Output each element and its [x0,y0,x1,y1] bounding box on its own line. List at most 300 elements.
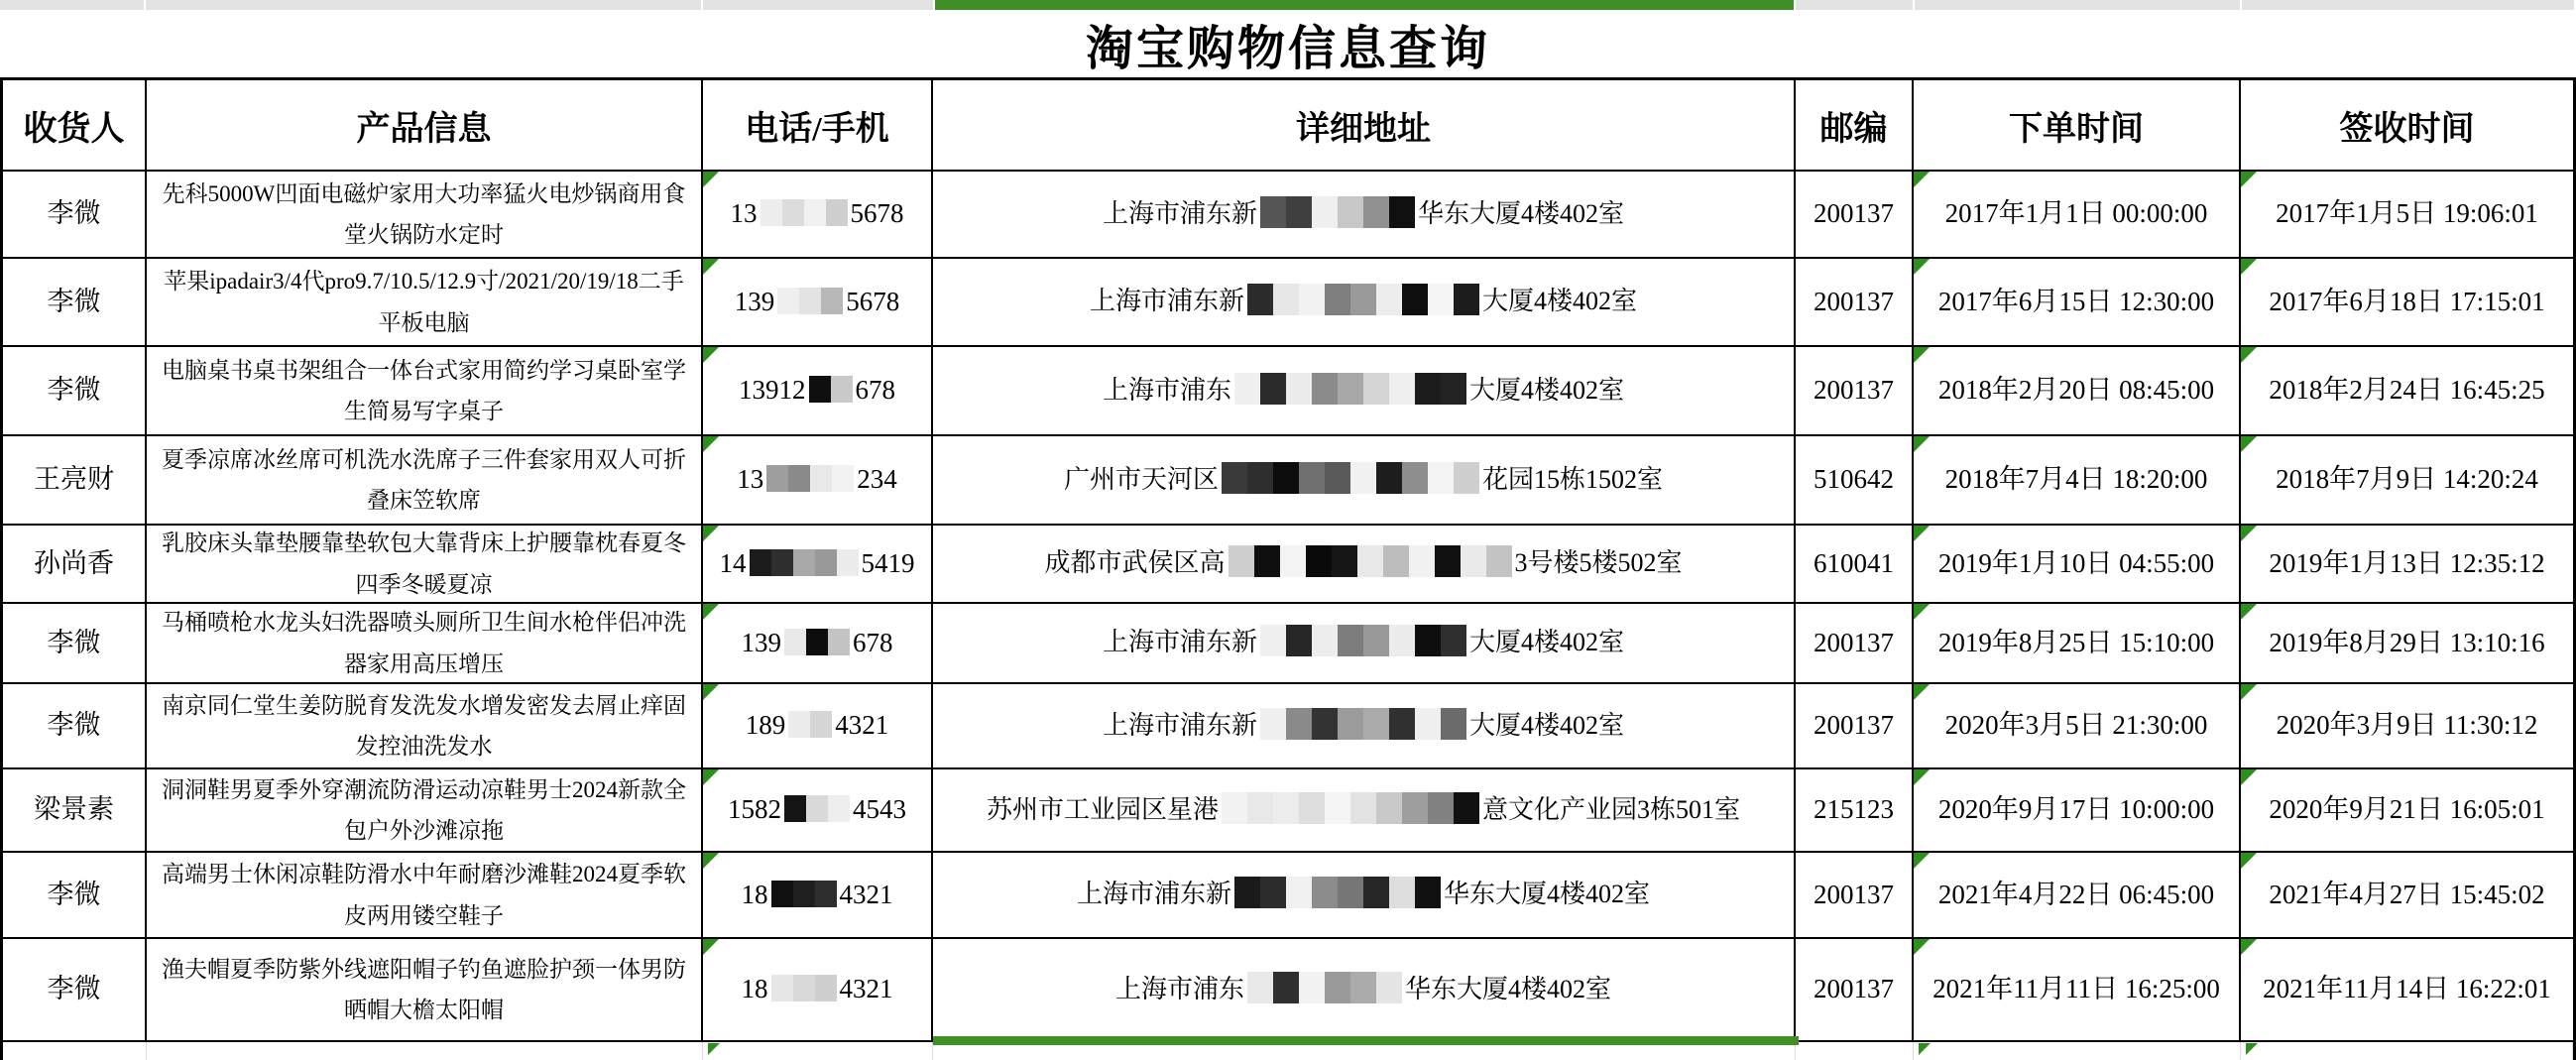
cell-sign-time[interactable] [2241,769,2573,853]
cell-phone[interactable] [703,526,933,604]
address-redaction-mosaic [1222,462,1479,494]
redaction-block [1332,545,1357,577]
redaction-block [1306,545,1332,577]
redaction-block [1338,708,1363,740]
address-text: 苏州市工业园区星港 意文化产业园3栋501室 [987,790,1740,830]
phone-redaction-mosaic [784,795,850,822]
header-address-label: 详细地址 [1296,110,1431,148]
recipient-text: 李微 [47,286,101,316]
redaction-block [1363,708,1389,740]
cell-product[interactable] [147,347,703,436]
redaction-block [1415,625,1441,656]
redaction-block [1260,196,1286,228]
phone-text: 189 4321 [745,710,889,741]
cell-order-time[interactable] [1914,347,2241,436]
redaction-block [1363,625,1389,656]
cell-sign-time[interactable] [2241,436,2573,526]
cell-address[interactable] [933,684,1796,769]
cell-recipient[interactable] [3,259,147,347]
table-row [3,172,2573,259]
cell-address[interactable] [933,769,1796,853]
address-redaction-mosaic [1234,373,1466,405]
table-row [3,436,2573,526]
redaction-block [793,975,815,1001]
product-text: 马桶喷枪水龙头妇洗器喷头厕所卫生间水枪伴侣冲洗器家用高压增压 [162,610,686,676]
cell-address[interactable] [933,939,1796,1042]
cell-order-time[interactable] [1914,259,2241,347]
redaction-block [1389,373,1415,405]
error-indicator-icon [2246,1043,2258,1055]
order-time-text: 2020年3月5日 21:30:00 [1944,710,2208,741]
redaction-block [766,465,788,492]
cell-postcode[interactable] [1796,939,1914,1042]
partial-cell [1914,1042,2241,1060]
redaction-block [1435,545,1461,577]
redaction-block [1376,792,1402,824]
address-text: 上海市浦东新 大厦4楼402室 [1103,706,1624,746]
product-text: 夏季凉席冰丝席可机洗水洗席子三件套家用双人可折叠床笠软席 [162,446,686,513]
cell-address[interactable] [933,526,1796,604]
postcode-text: 215123 [1814,794,1894,825]
redaction-block [1441,708,1466,740]
redaction-block [1415,708,1441,740]
header-recipient[interactable] [3,80,147,172]
strip-seg-phone [703,0,933,10]
recipient-text: 李微 [47,879,101,909]
order-time-text: 2019年8月25日 15:10:00 [1937,627,2215,657]
phone-redaction-mosaic [750,549,859,576]
cell-order-time[interactable] [1914,436,2241,526]
address-redaction-mosaic [1247,972,1402,1003]
redaction-block [1247,792,1273,824]
redaction-block [809,376,831,403]
redaction-block [1486,545,1512,577]
recipient-text: 孙尚香 [34,547,114,578]
cell-order-time[interactable] [1914,172,2241,259]
address-text: 上海市浦东新 大厦4楼402室 [1103,623,1624,662]
redaction-block [1409,545,1435,577]
redaction-block [1247,462,1273,494]
redaction-block [1325,462,1350,494]
redaction-block [1389,625,1415,656]
redaction-block [1389,708,1415,740]
redaction-block [1273,972,1299,1003]
postcode-text: 610041 [1814,547,1894,578]
partial-cell [3,1042,147,1060]
cell-phone[interactable] [703,853,933,939]
redaction-block [1254,545,1280,577]
header-phone-label: 电话/手机 [745,110,889,148]
postcode-text: 200137 [1814,974,1894,1004]
redaction-block [1280,545,1306,577]
title-bar [0,10,2576,77]
table-row [3,347,2573,436]
cell-postcode[interactable] [1796,347,1914,436]
page-title: 淘宝购物信息查询 [1085,22,1490,75]
postcode-text: 200137 [1814,286,1894,316]
redaction-block [1338,625,1363,656]
cell-address[interactable] [933,172,1796,259]
redaction-block [1247,972,1273,1003]
cell-sign-time[interactable] [2241,853,2573,939]
redaction-block [1312,625,1338,656]
recipient-text: 李微 [47,710,101,741]
cell-product[interactable] [147,172,703,259]
redaction-block [777,288,799,314]
cell-postcode[interactable] [1796,604,1914,684]
cell-product[interactable] [147,769,703,853]
cell-product[interactable] [147,684,703,769]
redaction-block [1312,196,1338,228]
header-sign-time[interactable] [2241,80,2573,172]
table-row [3,604,2573,684]
strip-seg-postcode [1796,0,1913,10]
address-text: 广州市天河区 花园15栋1502室 [1064,460,1663,500]
redaction-block [1312,373,1338,405]
cell-address[interactable] [933,259,1796,347]
sign-time-text: 2018年2月24日 16:45:25 [2269,375,2545,406]
cell-order-time[interactable] [1914,939,2241,1042]
product-text: 电脑桌书桌书架组合一体台式家用简约学习桌卧室学生简易写字桌子 [162,357,686,423]
redaction-block [1376,972,1402,1003]
redaction-block [771,549,793,576]
error-indicator-icon [708,1043,720,1055]
redaction-block [788,711,810,738]
redaction-block [1234,373,1260,405]
redaction-block [1299,792,1325,824]
redaction-block [1325,284,1350,315]
postcode-text: 200137 [1814,375,1894,406]
sign-time-text: 2018年7月9日 14:20:24 [2276,464,2538,495]
redaction-block [815,549,837,576]
phone-redaction-mosaic [761,199,848,226]
redaction-block [1441,625,1466,656]
table-row [3,526,2573,604]
phone-text: 13912 678 [739,375,895,406]
cell-order-time[interactable] [1914,604,2241,684]
redaction-block [810,465,832,492]
recipient-text: 李微 [47,627,101,657]
cell-recipient[interactable] [3,853,147,939]
address-redaction-mosaic [1234,877,1441,908]
sign-time-text: 2020年3月9日 11:30:12 [2276,710,2538,741]
redaction-block [1363,373,1389,405]
cell-order-time[interactable] [1914,526,2241,604]
redaction-block [1229,545,1254,577]
redaction-block [1260,373,1286,405]
redaction-block [1338,373,1363,405]
order-time-text: 2019年1月10日 04:55:00 [1937,547,2215,578]
sign-time-text: 2017年6月18日 17:15:01 [2269,286,2545,316]
recipient-text: 李微 [47,375,101,406]
phone-redaction-mosaic [771,975,837,1001]
cell-product[interactable] [147,853,703,939]
header-product[interactable] [147,80,703,172]
cell-address[interactable] [933,436,1796,526]
redaction-block [1454,792,1479,824]
redaction-block [828,795,850,822]
partial-cell [147,1042,703,1060]
redaction-block [1286,373,1312,405]
address-text: 成都市武侯区高 3号楼5楼502室 [1044,543,1682,583]
header-sign-time-label: 签收时间 [2339,110,2475,148]
redaction-block [1350,792,1376,824]
redaction-block [810,711,832,738]
cell-sign-time[interactable] [2241,684,2573,769]
redaction-block [1222,792,1247,824]
cell-sign-time[interactable] [2241,526,2573,604]
address-redaction-mosaic [1260,708,1466,740]
cell-recipient[interactable] [3,526,147,604]
partial-cell [1796,1042,1914,1060]
sign-time-text: 2019年8月29日 13:10:16 [2269,627,2545,657]
cell-phone[interactable] [703,436,933,526]
redaction-block [1273,792,1299,824]
cell-postcode[interactable] [1796,853,1914,939]
cell-recipient[interactable] [3,172,147,259]
order-time-text: 2020年9月17日 10:00:00 [1937,794,2215,825]
cell-product[interactable] [147,939,703,1042]
cell-phone[interactable] [703,347,933,436]
cell-recipient[interactable] [3,769,147,853]
redaction-block [784,795,806,822]
redaction-block [1299,972,1325,1003]
redaction-block [806,795,828,822]
phone-redaction-mosaic [771,881,837,907]
orders-table [0,77,2576,1060]
postcode-text: 200137 [1814,627,1894,657]
cell-order-time[interactable] [1914,684,2241,769]
redaction-block [1234,877,1260,908]
redaction-block [1350,284,1376,315]
cell-postcode[interactable] [1796,259,1914,347]
cell-address[interactable] [933,853,1796,939]
cell-phone[interactable] [703,172,933,259]
strip-seg-order-time [1915,0,2240,10]
phone-text: 18 4321 [741,974,893,1004]
address-redaction-mosaic [1247,284,1479,315]
redaction-block [1312,877,1338,908]
phone-text: 13 234 [737,464,897,495]
cell-address[interactable] [933,347,1796,436]
strip-seg-recipient [0,0,144,10]
redaction-block [1350,972,1376,1003]
order-time-text: 2018年7月4日 18:20:00 [1944,464,2208,495]
address-redaction-mosaic [1229,545,1512,577]
redaction-block [1247,284,1273,315]
phone-redaction-mosaic [766,465,854,492]
table-row [3,853,2573,939]
phone-text: 13 5678 [730,198,904,229]
order-time-text: 2021年4月22日 06:45:00 [1937,879,2215,909]
redaction-block [832,465,854,492]
redaction-block [1363,877,1389,908]
cell-product[interactable] [147,259,703,347]
redaction-block [782,199,804,226]
address-text: 上海市浦东 大厦4楼402室 [1103,371,1624,411]
redaction-block [1389,196,1415,228]
phone-text: 14 5419 [719,547,915,578]
address-redaction-mosaic [1260,625,1466,656]
cell-postcode[interactable] [1796,436,1914,526]
cell-recipient[interactable] [3,604,147,684]
cell-sign-time[interactable] [2241,347,2573,436]
bottom-partial-row [3,1042,2573,1060]
order-time-text: 2018年2月20日 08:45:00 [1937,375,2215,406]
redaction-block [1461,545,1486,577]
redaction-block [1286,877,1312,908]
cell-postcode[interactable] [1796,172,1914,259]
cell-phone[interactable] [703,604,933,684]
header-address[interactable] [933,80,1796,172]
postcode-text: 200137 [1814,198,1894,229]
cell-sign-time[interactable] [2241,259,2573,347]
redaction-block [1428,792,1454,824]
redaction-block [1286,708,1312,740]
sign-time-text: 2017年1月5日 19:06:01 [2276,198,2538,229]
redaction-block [806,629,828,655]
cell-product[interactable] [147,436,703,526]
redaction-block [1273,284,1299,315]
cell-address[interactable] [933,604,1796,684]
cell-recipient[interactable] [3,939,147,1042]
cell-phone[interactable] [703,259,933,347]
redaction-block [1299,284,1325,315]
redaction-block [771,975,793,1001]
cell-recipient[interactable] [3,436,147,526]
redaction-block [1286,196,1312,228]
order-time-text: 2017年1月1日 00:00:00 [1944,198,2208,229]
table-row [3,259,2573,347]
cell-recipient[interactable] [3,684,147,769]
redaction-block [1383,545,1409,577]
address-text: 上海市浦东新 大厦4楼402室 [1090,282,1637,321]
redaction-block [1260,625,1286,656]
redaction-block [1363,196,1389,228]
redaction-block [837,549,859,576]
cell-sign-time[interactable] [2241,939,2573,1042]
sign-time-text: 2020年9月21日 16:05:01 [2269,794,2545,825]
recipient-text: 李微 [47,198,101,229]
address-redaction-mosaic [1222,792,1479,824]
sign-time-text: 2019年1月13日 12:35:12 [2269,547,2545,578]
cell-postcode[interactable] [1796,684,1914,769]
redaction-block [793,549,815,576]
product-text: 高端男士休闲凉鞋防滑水中年耐磨沙滩鞋2024夏季软皮两用镂空鞋子 [162,862,686,928]
redaction-block [804,199,826,226]
redaction-block [1376,284,1402,315]
address-text: 上海市浦东新 华东大厦4楼402室 [1077,875,1650,914]
redaction-block [831,376,853,403]
cell-recipient[interactable] [3,347,147,436]
cell-phone[interactable] [703,684,933,769]
postcode-text: 510642 [1814,464,1894,495]
redaction-block [1338,877,1363,908]
header-order-time-label: 下单时间 [2009,110,2144,148]
redaction-block [1454,462,1479,494]
cell-phone[interactable] [703,769,933,853]
cell-order-time[interactable] [1914,853,2241,939]
address-text: 上海市浦东 华东大厦4楼402室 [1115,970,1611,1009]
cell-product[interactable] [147,526,703,604]
cell-phone[interactable] [703,939,933,1042]
redaction-block [793,881,815,907]
header-postcode[interactable] [1796,80,1914,172]
postcode-text: 200137 [1814,879,1894,909]
phone-text: 1582 4543 [728,794,906,825]
cell-order-time[interactable] [1914,769,2241,853]
redaction-block [761,199,782,226]
phone-text: 139 678 [741,627,893,657]
sign-time-text: 2021年11月14日 16:22:01 [2263,974,2551,1004]
product-text: 渔夫帽夏季防紫外线遮阳帽子钓鱼遮脸护颈一体男防晒帽大檐太阳帽 [162,956,686,1022]
header-postcode-label: 邮编 [1819,110,1888,148]
redaction-block [815,975,837,1001]
redaction-block [1415,373,1441,405]
redaction-block [788,465,810,492]
cell-sign-time[interactable] [2241,172,2573,259]
table-header-row [3,80,2573,172]
product-text: 苹果ipadair3/4代pro9.7/10.5/12.9寸/2021/20/19/18二手平板电脑 [164,269,684,335]
top-partial-row [0,0,2576,10]
phone-redaction-mosaic [784,629,850,655]
order-time-text: 2021年11月11日 16:25:00 [1932,974,2220,1004]
redaction-block [784,629,806,655]
redaction-block [1222,462,1247,494]
redaction-block [1299,462,1325,494]
redaction-block [815,881,837,907]
recipient-text: 梁景素 [34,794,114,825]
product-text: 南京同仁堂生姜防脱育发洗发水增发密发去屑止痒固发控油洗发水 [162,692,686,759]
phone-redaction-mosaic [788,711,832,738]
strip-seg-sign-time [2242,0,2574,10]
postcode-text: 200137 [1814,710,1894,741]
redaction-block [1338,196,1363,228]
error-indicator-icon [1919,1043,1931,1055]
product-text: 乳胶床头靠垫腰靠垫软包大靠背床上护腰靠枕春夏冬四季冬暖夏凉 [162,530,686,597]
redaction-block [1260,877,1286,908]
address-redaction-mosaic [1260,196,1415,228]
header-phone[interactable] [703,80,933,172]
redaction-block [1286,625,1312,656]
redaction-block [826,199,848,226]
product-text: 洞洞鞋男夏季外穿潮流防滑运动凉鞋男士2024新款全包户外沙滩凉拖 [162,776,686,843]
cell-sign-time[interactable] [2241,604,2573,684]
redaction-block [1260,708,1286,740]
phone-text: 18 4321 [741,879,893,909]
redaction-block [1350,462,1376,494]
redaction-block [1428,462,1454,494]
partial-cell [703,1042,933,1060]
selection-green-border [933,1036,1799,1045]
header-product-label: 产品信息 [356,110,492,148]
phone-redaction-mosaic [777,288,843,314]
cell-postcode[interactable] [1796,526,1914,604]
product-text: 先科5000W凹面电磁炉家用大功率猛火电炒锅商用食堂火锅防水定时 [162,180,686,247]
address-text: 上海市浦东新 华东大厦4楼402室 [1103,194,1624,234]
header-order-time[interactable] [1914,80,2241,172]
redaction-block [1402,462,1428,494]
cell-product[interactable] [147,604,703,684]
table-row [3,939,2573,1042]
redaction-block [1312,708,1338,740]
redaction-block [1454,284,1479,315]
strip-seg-address-selected [935,0,1794,10]
partial-cell [2241,1042,2573,1060]
redaction-block [1415,877,1441,908]
cell-postcode[interactable] [1796,769,1914,853]
redaction-block [1325,792,1350,824]
